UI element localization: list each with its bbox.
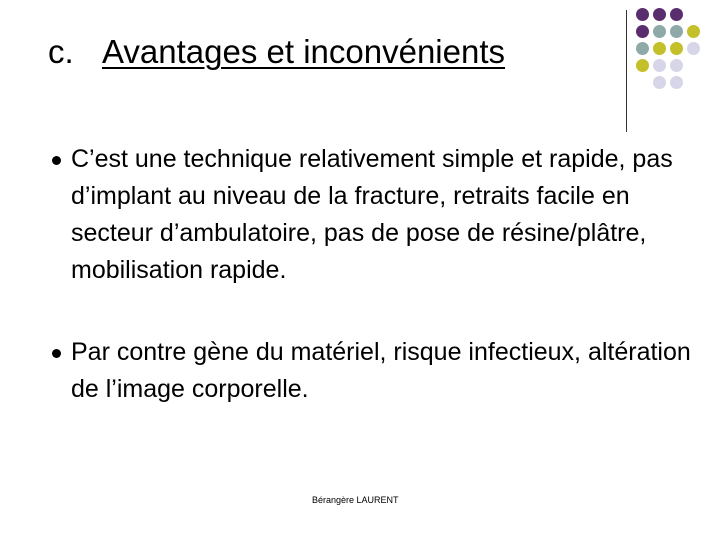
- decorative-dot: [670, 25, 683, 38]
- title-text: Avantages et inconvénients: [102, 33, 506, 70]
- bullet-dot-1: [52, 156, 61, 165]
- decorative-dot: [670, 8, 683, 21]
- decorative-dot: [670, 59, 683, 72]
- decorative-dot: [670, 76, 683, 89]
- decorative-dot: [687, 42, 700, 55]
- decorative-dot: [653, 42, 666, 55]
- slide-title: [48, 30, 505, 74]
- decorative-dot: [687, 25, 700, 38]
- decorative-dot: [653, 25, 666, 38]
- decorative-dot: [653, 76, 666, 89]
- bullet-text-2: Par contre gène du matériel, risque infectieux, altération de l’image corporelle.: [71, 338, 691, 403]
- decorative-dot: [636, 59, 649, 72]
- bullet-dot-2: [52, 349, 61, 358]
- title-number: c.: [48, 33, 74, 70]
- decorative-dot: [636, 42, 649, 55]
- footer-author: Bérangère LAURENT: [312, 495, 399, 505]
- bullet-text-1: C’est une technique relativement simple et rapide, pas d’implant au niveau de la fracture, retraits facile en secteur d’ambulatoire, pas de pose de résine/plâtre, mobilisation rapide.: [71, 145, 673, 284]
- decorative-divider-line: [626, 10, 627, 132]
- decorative-dot: [653, 8, 666, 21]
- decorative-dot: [670, 42, 683, 55]
- decorative-dot: [636, 25, 649, 38]
- decorative-dot: [636, 8, 649, 21]
- decorative-dot: [653, 59, 666, 72]
